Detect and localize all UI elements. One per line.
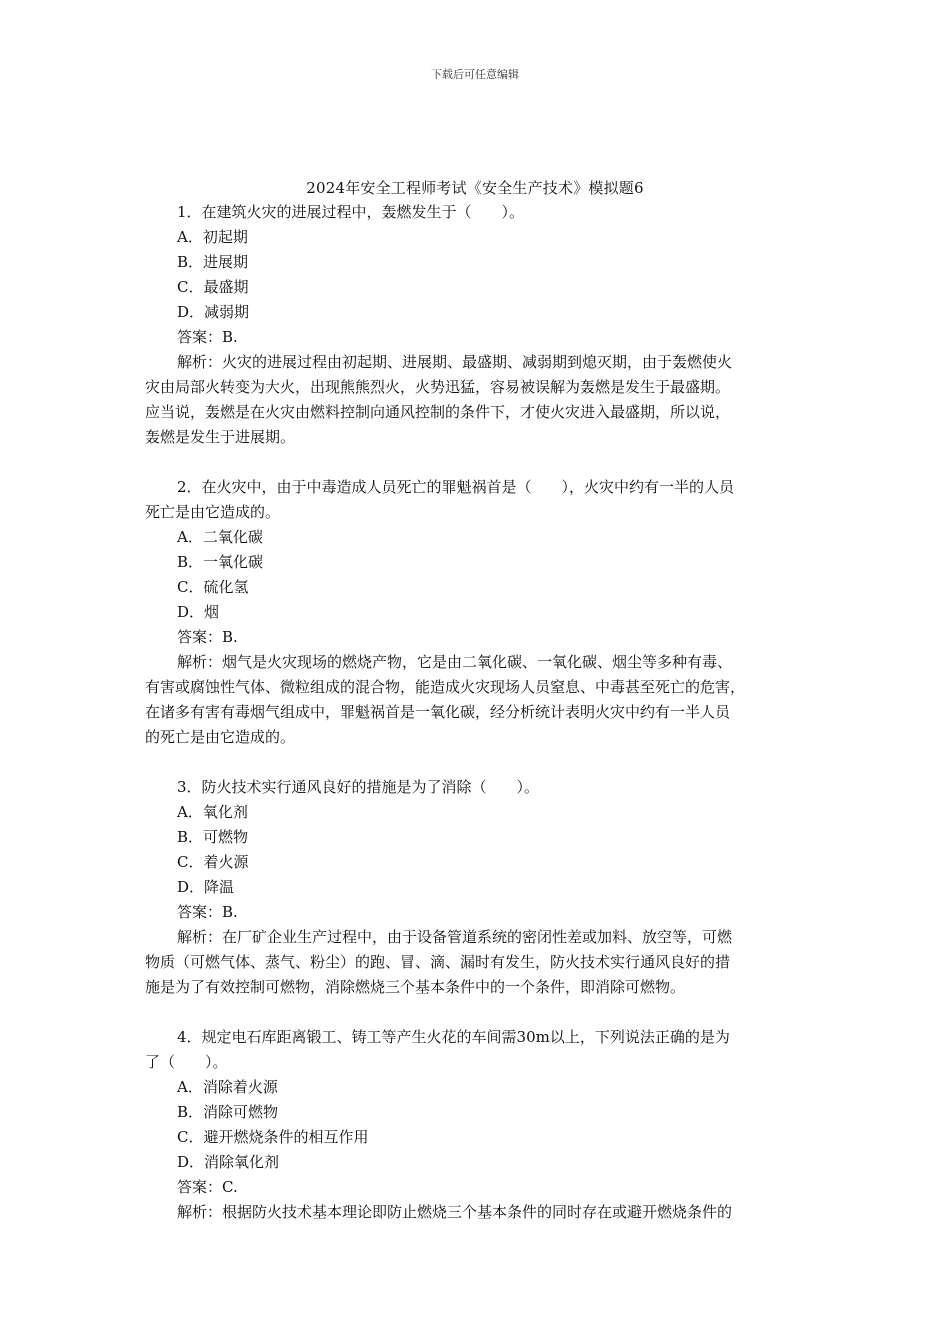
answer-line: 答案：B. (177, 328, 238, 346)
analysis-line: 的死亡是由它造成的。 (145, 728, 296, 746)
question-block (145, 475, 800, 750)
option-c: C．硫化氢 (177, 578, 249, 596)
option-b: B．消除可燃物 (177, 1103, 279, 1121)
analysis-line: 解析：烟气是火灾现场的燃烧产物，它是由二氧化碳、一氧化碳、烟尘等多种有毒、 (177, 653, 733, 671)
option-a: A．初起期 (177, 228, 248, 246)
analysis-line: 应当说，轰燃是在火灾由燃料控制向通风控制的条件下，才使火灾进入最盛期，所以说， (145, 403, 731, 421)
page-header: 下载后可任意编辑 (431, 68, 519, 81)
option-a: A．二氧化碳 (177, 528, 263, 546)
analysis-line: 有害或腐蚀性气体、微粒组成的混合物，能造成火灾现场人员窒息、中毒甚至死亡的危害， (145, 678, 746, 696)
question-text: 了（ ）。 (145, 1053, 228, 1071)
analysis-line: 解析：在厂矿企业生产过程中，由于设备管道系统的密闭性差或加料、放空等，可燃 (177, 928, 733, 946)
document-body (145, 200, 800, 1225)
question-text: 4．规定电石库距离锻工、铸工等产生火花的车间需30m以上，下列说法正确的是为 (177, 1028, 730, 1046)
option-d: D．降温 (177, 878, 235, 896)
option-b: B．可燃物 (177, 828, 249, 846)
analysis-line: 解析：根据防火技术基本理论即防止燃烧三个基本条件的同时存在或避开燃烧条件的 (177, 1203, 733, 1221)
analysis-line: 轰燃是发生于进展期。 (145, 428, 296, 446)
analysis-line: 施是为了有效控制可燃物，消除燃烧三个基本条件中的一个条件，即消除可燃物。 (145, 978, 686, 996)
answer-line: 答案：B. (177, 903, 238, 921)
question-text: 3．防火技术实行通风良好的措施是为了消除（ ）。 (177, 778, 540, 796)
answer-line: 答案：C. (177, 1178, 238, 1196)
analysis-line: 物质（可燃气体、蒸气、粉尘）的跑、冒、滴、漏时有发生，防火技术实行通风良好的措 (145, 953, 731, 971)
spacer (145, 750, 800, 775)
question-text: 1．在建筑火灾的进展过程中，轰燃发生于（ ）。 (177, 203, 525, 221)
option-a: A．消除着火源 (177, 1078, 278, 1096)
analysis-line: 灾由局部火转变为大火，出现熊熊烈火，火势迅猛，容易被误解为轰燃是发生于最盛期。 (145, 378, 731, 396)
document-title: 2024年安全工程师考试《安全生产技术》模拟题6 (306, 179, 644, 197)
option-c: C．着火源 (177, 853, 249, 871)
option-b: B．一氧化碳 (177, 553, 264, 571)
answer-line: 答案：B. (177, 628, 238, 646)
option-d: D．减弱期 (177, 303, 250, 321)
question-block (145, 200, 800, 450)
option-c: C．避开燃烧条件的相互作用 (177, 1128, 369, 1146)
option-a: A．氧化剂 (177, 803, 248, 821)
question-block (145, 775, 800, 1000)
option-b: B．进展期 (177, 253, 249, 271)
option-d: D．烟 (177, 603, 220, 621)
question-text: 死亡是由它造成的。 (145, 503, 281, 521)
analysis-line: 在诸多有害有毒烟气组成中，罪魁祸首是一氧化碳，经分析统计表明火灾中约有一半人员 (145, 703, 731, 721)
spacer (145, 1000, 800, 1025)
option-d: D．消除氧化剂 (177, 1153, 280, 1171)
analysis-line: 解析：火灾的进展过程由初起期、进展期、最盛期、减弱期到熄灭期，由于轰燃使火 (177, 353, 733, 371)
option-c: C．最盛期 (177, 278, 249, 296)
question-text: 2．在火灾中，由于中毒造成人员死亡的罪魁祸首是（ ），火灾中约有一半的人员 (177, 478, 735, 496)
spacer (145, 450, 800, 475)
question-block (145, 1025, 800, 1225)
